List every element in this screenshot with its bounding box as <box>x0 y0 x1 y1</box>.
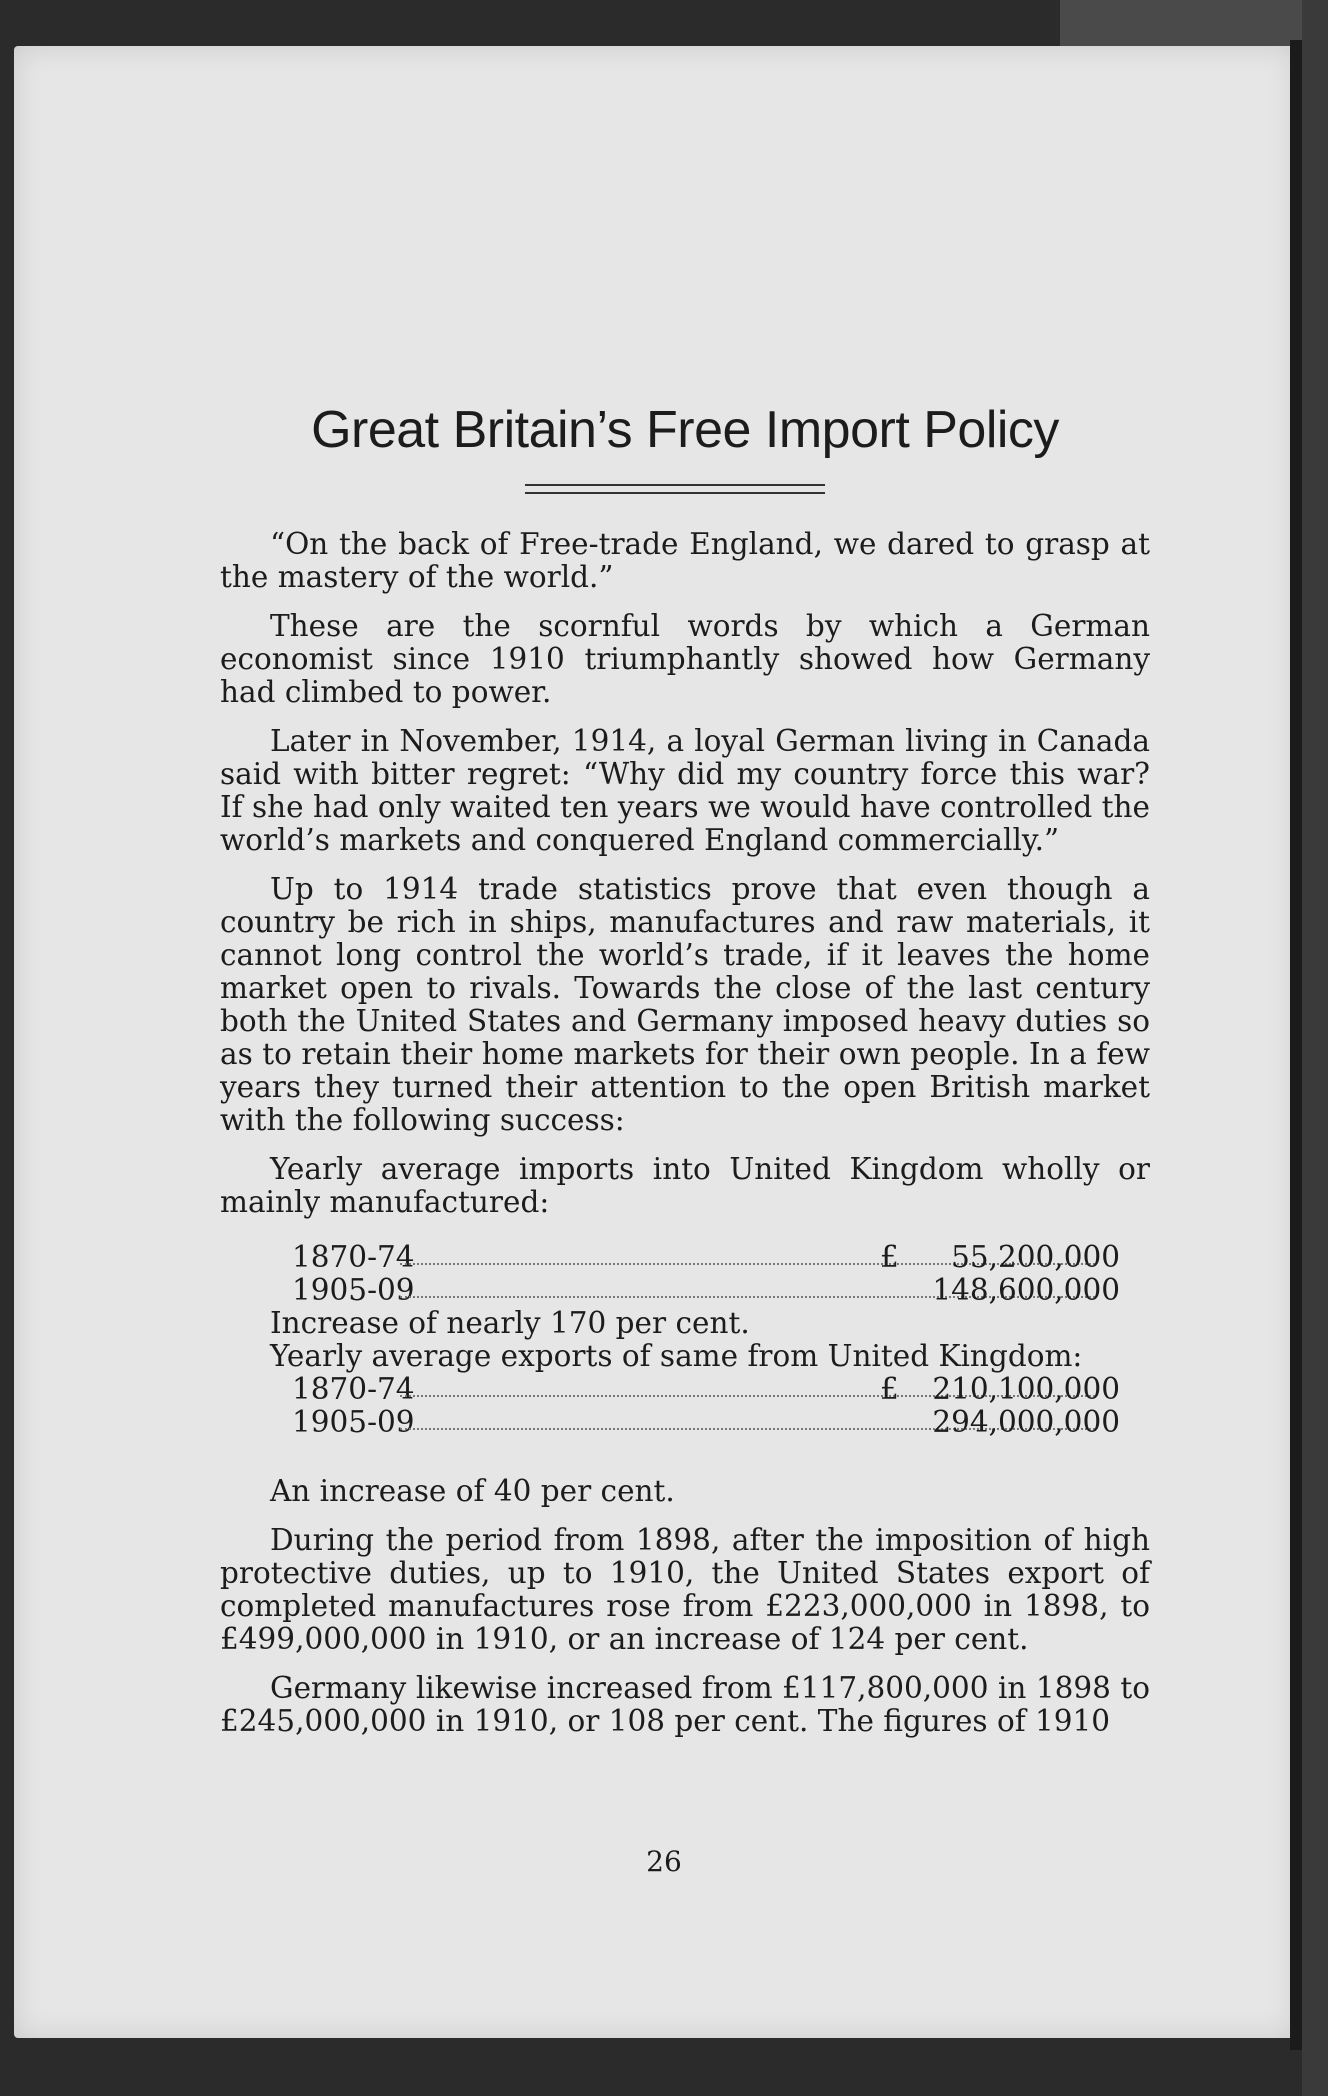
paragraph: During the period from 1898, after the imposition of high protective duties, up to 1910, the United States export of completed manufactures rose from £223,000,000 in 1898, to £499,000,000 in 1910, or an increase of 124 per cent. <box>220 1523 1150 1656</box>
trade-table <box>220 1241 1150 1439</box>
period-label: 1870-74 <box>292 1372 415 1406</box>
book-edge-right <box>1302 0 1328 2096</box>
body-text <box>220 528 1150 1754</box>
paragraph: Yearly average imports into United Kingdom wholly or mainly manufactured: <box>220 1152 1150 1219</box>
table-row <box>220 1373 1150 1406</box>
book-edge-top <box>1060 0 1328 46</box>
amount-value: 55,200,000 <box>951 1240 1120 1274</box>
paragraph: Up to 1914 trade statistics prove that even though a country be rich in ships, manufactures and raw materials, it cannot long control the world’s trade, if it leaves the home market open to rivals. Towards the close of the last century both the United States and Germany imposed heavy duties so as to retain their home markets for their own people. In a few years they turned their attention to the open British market with the following success: <box>220 872 1150 1137</box>
paragraph: These are the scornful words by which a German economist since 1910 triumphantly showed how Germany had climbed to power. <box>220 609 1150 709</box>
amount-value: 294,000,000 <box>932 1405 1120 1439</box>
imports-increase: Increase of nearly 170 per cent. <box>270 1306 750 1340</box>
after-table <box>220 1475 1150 1738</box>
page-number: 26 <box>646 1845 682 1878</box>
exports-heading: Yearly average exports of same from United Kingdom: <box>270 1339 1083 1373</box>
amount-value: 210,100,000 <box>932 1372 1120 1406</box>
currency-sign: £ <box>880 1372 899 1406</box>
paragraph: An increase of 40 per cent. <box>270 1474 675 1508</box>
table-row <box>220 1274 1150 1307</box>
period-label: 1905-09 <box>292 1405 415 1439</box>
currency-sign: £ <box>880 1240 899 1274</box>
paragraph: Later in November, 1914, a loyal German living in Canada said with bitter regret: “Why did my country force this war? If she had only waited ten years we would have controlled the world’s markets and conquered England commercially.” <box>220 724 1150 857</box>
page-title: Great Britain’s Free Import Policy <box>311 401 1059 459</box>
page-spine <box>1290 40 1302 2050</box>
amount-value: 148,600,000 <box>932 1273 1120 1307</box>
title-rule <box>525 484 825 494</box>
paragraph: “On the back of Free-trade England, we dared to grasp at the mastery of the world.” <box>220 527 1150 594</box>
paragraph: Germany likewise increased from £117,800,000 in 1898 to £245,000,000 in 1910, or 108 per cent. The figures of 1910 <box>220 1671 1150 1738</box>
table-row <box>220 1241 1150 1274</box>
period-label: 1905-09 <box>292 1273 415 1307</box>
table-row <box>220 1406 1150 1439</box>
period-label: 1870-74 <box>292 1240 415 1274</box>
